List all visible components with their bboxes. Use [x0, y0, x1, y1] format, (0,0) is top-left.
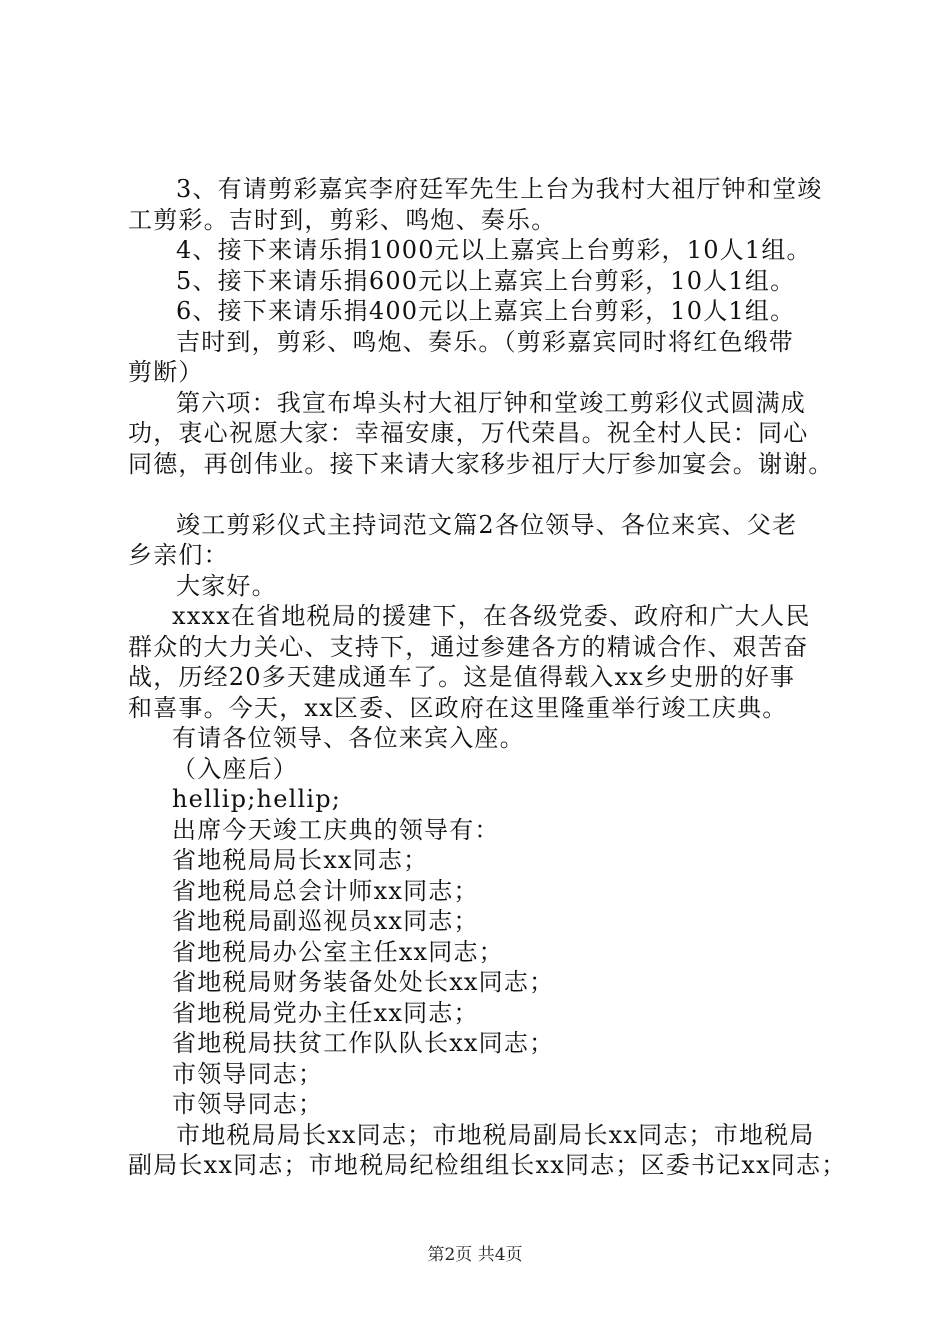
paragraph-line: 出席今天竣工庆典的领导有：	[172, 815, 500, 844]
paragraph-line: 吉时到，剪彩、鸣炮、奏乐。（剪彩嘉宾同时将红色缎带	[176, 327, 794, 356]
paragraph-line: 市领导同志；	[172, 1059, 324, 1088]
paragraph-line: 省地税局局长xx同志；	[172, 846, 429, 874]
paragraph-line: 市地税局局长xx同志；市地税局副局长xx同志；市地税局	[176, 1120, 815, 1149]
paragraph-line: 第六项：我宣布埠头村大祖厅钟和堂竣工剪彩仪式圆满成	[176, 388, 806, 417]
document-body	[128, 174, 847, 1181]
paragraph-line: 乡亲们：	[128, 541, 229, 569]
paragraph-line: 市领导同志；	[172, 1090, 324, 1118]
page-number-footer: 第2页 共4页	[427, 1245, 523, 1265]
paragraph-line: 竣工剪彩仪式主持词范文篇2各位领导、各位来宾、父老	[176, 510, 798, 539]
paragraph-line: hellip;hellip;	[172, 785, 342, 813]
paragraph-line: 和喜事。今天，xx区委、区政府在这里隆重举行竣工庆典。	[128, 693, 788, 722]
paragraph-line: 功，衷心祝愿大家：幸福安康，万代荣昌。祝全村人民：同心	[128, 419, 809, 447]
paragraph-line: 省地税局财务装备处处长xx同志；	[172, 968, 555, 996]
paragraph-line: 6、接下来请乐捐400元以上嘉宾上台剪彩，10人1组。	[176, 297, 796, 325]
paragraph-line: 省地税局办公室主任xx同志；	[172, 937, 504, 966]
paragraph-line: 省地税局总会计师xx同志；	[172, 876, 479, 905]
paragraph-line: 有请各位领导、各位来宾入座。	[172, 724, 525, 752]
paragraph-line: 战，历经20多天建成通车了。这是值得载入xx乡史册的好事	[128, 663, 796, 691]
paragraph-line: 4、接下来请乐捐1000元以上嘉宾上台剪彩，10人1组。	[176, 236, 812, 264]
paragraph-gap	[128, 479, 838, 510]
paragraph-line: 5、接下来请乐捐600元以上嘉宾上台剪彩，10人1组。	[176, 266, 796, 295]
paragraph-line: 剪断）	[128, 358, 204, 386]
paragraph-line: 大家好。	[176, 571, 277, 600]
paragraph-line: 3、有请剪彩嘉宾李府廷军先生上台为我村大祖厅钟和堂竣	[176, 175, 823, 203]
paragraph-line: 群众的大力关心、支持下，通过参建各方的精诚合作、艰苦奋	[128, 632, 809, 661]
paragraph-line: xxxx在省地税局的援建下，在各级党委、政府和广大人民	[172, 602, 811, 630]
paragraph-line: 工剪彩。吉时到，剪彩、鸣炮、奏乐。	[128, 205, 557, 234]
paragraph-line: （入座后）	[172, 754, 298, 783]
paragraph-line: 省地税局副巡视员xx同志；	[172, 907, 479, 935]
paragraph-line: 同德，再创伟业。接下来请大家移步祖厅大厅参加宴会。谢谢。	[128, 449, 834, 478]
paragraph-line: 副局长xx同志；市地税局纪检组组长xx同志；区委书记xx同志；	[128, 1151, 847, 1179]
paragraph-line: 省地税局扶贫工作队队长xx同志；	[172, 1029, 555, 1057]
paragraph-line: 省地税局党办主任xx同志；	[172, 998, 479, 1027]
